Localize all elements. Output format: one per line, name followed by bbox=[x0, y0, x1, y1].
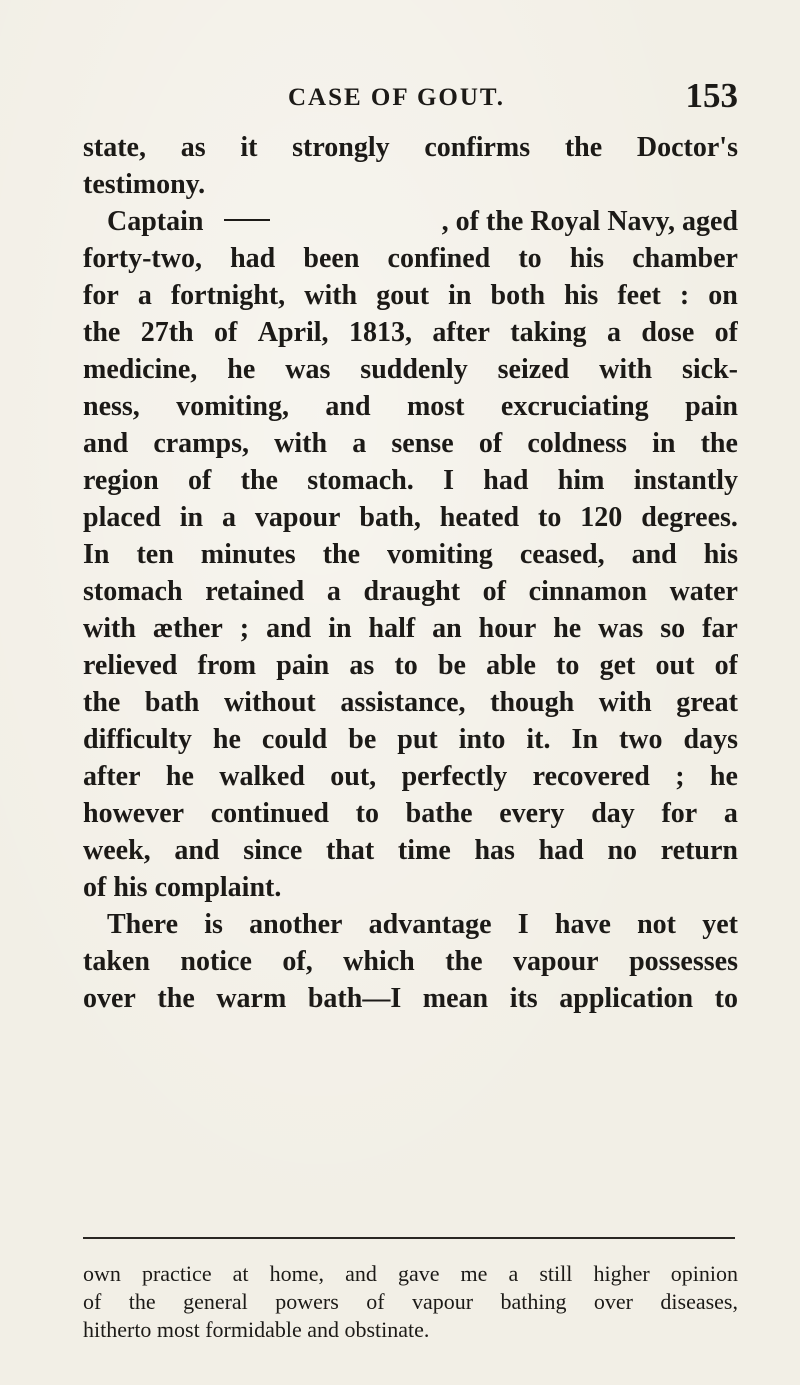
word: as bbox=[349, 650, 375, 681]
word: had bbox=[230, 243, 276, 274]
word: both bbox=[490, 280, 546, 311]
word: of, bbox=[282, 946, 313, 977]
word: minutes bbox=[200, 539, 296, 570]
word: yet bbox=[702, 909, 738, 940]
word: week, bbox=[83, 835, 151, 866]
word: bathe bbox=[405, 798, 473, 829]
word: return bbox=[660, 835, 738, 866]
word: ; bbox=[239, 613, 250, 644]
word: with bbox=[83, 613, 136, 644]
word: able bbox=[486, 650, 536, 681]
word: have bbox=[554, 909, 611, 940]
word: state, bbox=[83, 132, 146, 163]
name-omission-dash bbox=[224, 219, 270, 221]
text-line bbox=[83, 610, 738, 647]
word: was bbox=[598, 613, 644, 644]
text-line bbox=[83, 425, 738, 462]
word: of bbox=[83, 1289, 102, 1314]
text-line bbox=[83, 795, 738, 832]
word: chamber bbox=[632, 243, 738, 274]
word: and bbox=[266, 613, 312, 644]
word: his bbox=[703, 539, 738, 570]
word: in bbox=[448, 280, 472, 311]
word: had bbox=[538, 835, 584, 866]
word: pain bbox=[276, 650, 330, 681]
text-line bbox=[83, 277, 738, 314]
word: day bbox=[591, 798, 635, 829]
word: application bbox=[559, 983, 694, 1014]
word: after bbox=[83, 761, 141, 792]
text-line bbox=[83, 314, 738, 351]
word: æther bbox=[152, 613, 223, 644]
word: its bbox=[509, 983, 538, 1014]
word: with bbox=[598, 687, 652, 718]
word: ness, bbox=[83, 391, 140, 422]
page-number: 153 bbox=[685, 76, 738, 115]
word: could bbox=[261, 724, 328, 755]
word: seized bbox=[497, 354, 570, 385]
word: be bbox=[348, 724, 377, 755]
captain-word: Captain bbox=[107, 206, 204, 237]
word: bath—I bbox=[307, 983, 402, 1014]
word: draught bbox=[363, 576, 461, 607]
word: sick- bbox=[682, 354, 738, 385]
word: vapour bbox=[513, 946, 599, 977]
word: suddenly bbox=[360, 354, 468, 385]
word: has bbox=[474, 835, 515, 866]
word: he bbox=[165, 761, 194, 792]
word: over bbox=[83, 983, 136, 1014]
word: notice bbox=[180, 946, 252, 977]
text-line: of his complaint. bbox=[83, 872, 282, 903]
word: and bbox=[174, 835, 220, 866]
word: though bbox=[490, 687, 575, 718]
word: a bbox=[137, 280, 152, 311]
word: put bbox=[397, 724, 438, 755]
word: bathing bbox=[500, 1289, 567, 1314]
word: to bbox=[518, 243, 542, 274]
word: of bbox=[478, 428, 503, 459]
text-line bbox=[83, 906, 738, 943]
word: the bbox=[83, 317, 121, 348]
word: I bbox=[517, 909, 529, 940]
word: 120 bbox=[580, 502, 623, 533]
word: be bbox=[437, 650, 466, 681]
word: coldness bbox=[527, 428, 627, 459]
word: no bbox=[607, 835, 638, 866]
word: own bbox=[83, 1261, 121, 1286]
word: into bbox=[458, 724, 506, 755]
word: most bbox=[406, 391, 465, 422]
text-line bbox=[83, 351, 738, 388]
word: excruciating bbox=[500, 391, 649, 422]
word: another bbox=[249, 909, 343, 940]
word: time bbox=[397, 835, 451, 866]
word: and bbox=[345, 1261, 377, 1286]
word: he bbox=[553, 613, 582, 644]
word: degrees. bbox=[641, 502, 738, 533]
word: to bbox=[556, 650, 580, 681]
text-line bbox=[83, 536, 738, 573]
word: the bbox=[322, 539, 361, 570]
word: advantage bbox=[368, 909, 492, 940]
word: ten bbox=[136, 539, 174, 570]
text-line bbox=[83, 980, 738, 1017]
word: possesses bbox=[629, 946, 738, 977]
word: since bbox=[243, 835, 303, 866]
word: water bbox=[669, 576, 738, 607]
word: In bbox=[571, 724, 598, 755]
word: with bbox=[274, 428, 328, 459]
word: been bbox=[303, 243, 360, 274]
text-line bbox=[83, 832, 738, 869]
text-line bbox=[83, 499, 738, 536]
word: to bbox=[355, 798, 379, 829]
text-line bbox=[83, 573, 738, 610]
word: every bbox=[499, 798, 565, 829]
word: the bbox=[157, 983, 195, 1014]
word: retained bbox=[205, 576, 305, 607]
word: bath bbox=[144, 687, 200, 718]
word: warm bbox=[216, 983, 287, 1014]
text-line bbox=[83, 388, 738, 425]
word: taken bbox=[83, 946, 150, 977]
word: of bbox=[366, 1289, 385, 1314]
word: it bbox=[240, 132, 258, 163]
word: the bbox=[128, 1289, 156, 1314]
word: gave bbox=[397, 1261, 440, 1286]
word: confined bbox=[387, 243, 491, 274]
word: dose bbox=[641, 317, 695, 348]
word: far bbox=[702, 613, 738, 644]
footnote bbox=[83, 1260, 738, 1344]
word: and bbox=[83, 428, 129, 459]
word: vomiting bbox=[387, 539, 493, 570]
word: him bbox=[557, 465, 605, 496]
footnote-line: hitherto most formidable and obstinate. bbox=[83, 1317, 430, 1342]
word: from bbox=[197, 650, 257, 681]
word: so bbox=[660, 613, 686, 644]
text-line-fragment: , of the Royal Navy, aged bbox=[441, 206, 738, 237]
word: taking bbox=[510, 317, 587, 348]
word: his bbox=[564, 280, 599, 311]
word: with bbox=[304, 280, 358, 311]
word: instantly bbox=[633, 465, 738, 496]
word: confirms bbox=[424, 132, 531, 163]
footnote-rule bbox=[83, 1237, 735, 1239]
word: continued bbox=[210, 798, 329, 829]
word: hour bbox=[478, 613, 537, 644]
word: ; bbox=[675, 761, 685, 792]
word: in bbox=[328, 613, 352, 644]
word: at bbox=[232, 1261, 249, 1286]
word: strongly bbox=[292, 132, 390, 163]
word: pain bbox=[685, 391, 738, 422]
word: a bbox=[723, 798, 738, 829]
word: gout bbox=[376, 280, 430, 311]
word: of bbox=[482, 576, 506, 607]
word: the bbox=[240, 465, 278, 496]
word: home, bbox=[269, 1261, 325, 1286]
word: his bbox=[569, 243, 605, 274]
word: he bbox=[227, 354, 256, 385]
page-header bbox=[83, 76, 738, 124]
word: stomach. bbox=[307, 465, 414, 496]
word: perfectly bbox=[401, 761, 508, 792]
word: get bbox=[599, 650, 636, 681]
word: assistance, bbox=[340, 687, 466, 718]
word: placed bbox=[83, 502, 161, 533]
word: was bbox=[285, 354, 331, 385]
word: he bbox=[212, 724, 241, 755]
word: the bbox=[83, 687, 121, 718]
word: in bbox=[179, 502, 204, 533]
main-text bbox=[83, 129, 738, 1017]
word: Doctor's bbox=[636, 132, 738, 163]
word: however bbox=[83, 798, 185, 829]
word: he bbox=[709, 761, 738, 792]
word: after bbox=[432, 317, 490, 348]
word: in bbox=[652, 428, 676, 459]
word: opinion bbox=[670, 1261, 738, 1286]
text-line bbox=[83, 758, 738, 795]
text-line bbox=[83, 203, 738, 240]
word: relieved bbox=[83, 650, 178, 681]
word: cinnamon bbox=[528, 576, 647, 607]
word: with bbox=[599, 354, 653, 385]
word: on bbox=[708, 280, 738, 311]
word: fortnight, bbox=[170, 280, 286, 311]
word: region bbox=[83, 465, 159, 496]
word: had bbox=[483, 465, 529, 496]
word: diseases, bbox=[660, 1289, 738, 1314]
word: for bbox=[83, 280, 119, 311]
word: of bbox=[214, 317, 238, 348]
word: me bbox=[460, 1261, 488, 1286]
word: of bbox=[714, 317, 738, 348]
word: the bbox=[700, 428, 738, 459]
word: not bbox=[637, 909, 676, 940]
word: In bbox=[83, 539, 110, 570]
text-line bbox=[83, 943, 738, 980]
word: vapour bbox=[411, 1289, 474, 1314]
word: and bbox=[631, 539, 677, 570]
word: which bbox=[343, 946, 415, 977]
text-line: testimony. bbox=[83, 169, 206, 200]
word: 1813, bbox=[348, 317, 412, 348]
word: 27th bbox=[140, 317, 194, 348]
running-head: CASE OF GOUT. bbox=[288, 84, 505, 111]
word: recovered bbox=[532, 761, 650, 792]
word: bath, bbox=[359, 502, 421, 533]
word: There bbox=[107, 909, 179, 940]
word: mean bbox=[422, 983, 489, 1014]
text-line bbox=[83, 129, 738, 166]
word: sense bbox=[391, 428, 454, 459]
word: a bbox=[326, 576, 341, 607]
text-line bbox=[83, 462, 738, 499]
word: and bbox=[325, 391, 371, 422]
text-line bbox=[83, 647, 738, 684]
word: medicine, bbox=[83, 354, 198, 385]
word: forty-two, bbox=[83, 243, 202, 274]
word: ceased, bbox=[519, 539, 605, 570]
word: is bbox=[204, 909, 223, 940]
word: of bbox=[714, 650, 738, 681]
word: a bbox=[508, 1261, 519, 1286]
word: days bbox=[683, 724, 738, 755]
word: the bbox=[564, 132, 603, 163]
word: walked bbox=[219, 761, 305, 792]
word: : bbox=[679, 280, 690, 311]
word: higher bbox=[593, 1261, 650, 1286]
word: a bbox=[221, 502, 236, 533]
word: stomach bbox=[83, 576, 183, 607]
word: as bbox=[180, 132, 206, 163]
word: two bbox=[618, 724, 663, 755]
word: I bbox=[443, 465, 454, 496]
word: practice bbox=[141, 1261, 212, 1286]
word: out, bbox=[330, 761, 377, 792]
word: still bbox=[539, 1261, 573, 1286]
word: a bbox=[352, 428, 367, 459]
word: heated bbox=[439, 502, 520, 533]
word: half bbox=[368, 613, 416, 644]
word: that bbox=[325, 835, 375, 866]
word: general bbox=[183, 1289, 248, 1314]
text-line bbox=[83, 684, 738, 721]
word: difficulty bbox=[83, 724, 192, 755]
word: out bbox=[655, 650, 695, 681]
word: over bbox=[593, 1289, 633, 1314]
word: the bbox=[445, 946, 483, 977]
word: April, bbox=[257, 317, 329, 348]
word: vapour bbox=[254, 502, 341, 533]
word: without bbox=[223, 687, 316, 718]
word: to bbox=[394, 650, 418, 681]
footnote-line bbox=[83, 1288, 738, 1316]
word: a bbox=[606, 317, 621, 348]
word: powers bbox=[275, 1289, 339, 1314]
word: for bbox=[661, 798, 698, 829]
footnote-line bbox=[83, 1260, 738, 1288]
word: an bbox=[432, 613, 462, 644]
word: it. bbox=[526, 724, 551, 755]
word: of bbox=[188, 465, 212, 496]
word: feet bbox=[617, 280, 661, 311]
word: cramps, bbox=[153, 428, 249, 459]
word: to bbox=[538, 502, 562, 533]
text-line bbox=[83, 240, 738, 277]
word: vomiting, bbox=[176, 391, 289, 422]
word: to bbox=[714, 983, 738, 1014]
text-line bbox=[83, 721, 738, 758]
word: great bbox=[676, 687, 738, 718]
